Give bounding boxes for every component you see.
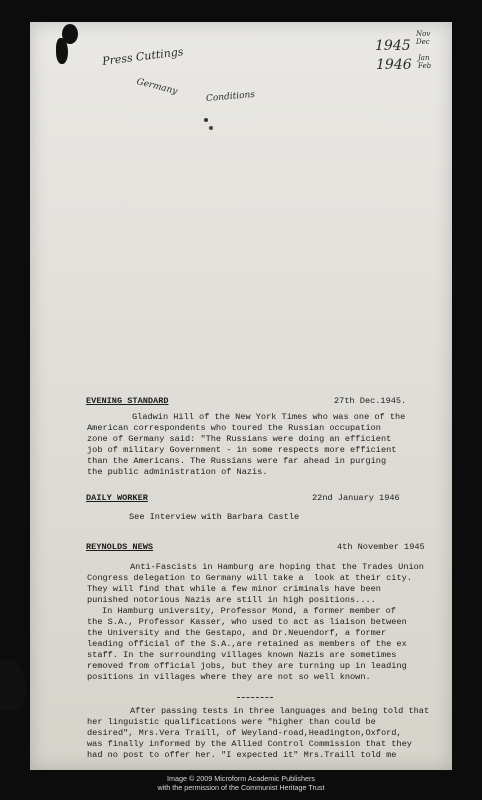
handwritten-year: 1945 xyxy=(375,38,411,54)
article-line: the S.A., Professor Kasser, who used to act as liaison between xyxy=(87,617,407,627)
handwritten-months: Nov Dec xyxy=(416,30,431,46)
article-line: See Interview with Barbara Castle xyxy=(129,512,300,522)
article-line: her linguistic qualifications were "higher than could be xyxy=(87,717,376,727)
ink-blot xyxy=(56,38,68,64)
article-line: zone of Germany said: "The Russians were doing an efficient xyxy=(87,434,392,444)
article-line: job of military Government - in some respects more efficient xyxy=(87,445,397,455)
article-line: was finally informed by the Allied Control Commission that they xyxy=(87,739,412,749)
article-source: REYNOLDS NEWS xyxy=(86,542,154,552)
handwritten-months: Jan Feb xyxy=(418,54,432,70)
copyright-line: Image © 2009 Microform Academic Publishers xyxy=(167,774,315,783)
article-line: positions in villages where they are not so well known. xyxy=(87,672,371,682)
article-line: American correspondents who toured the Russian occupation xyxy=(87,423,381,433)
article-line: than the Americans. The Russians were far ahead in purging xyxy=(87,456,387,466)
article-date: 4th November 1945 xyxy=(337,542,425,552)
article-line: had no post to offer her. "I expected it" Mrs.Traill told me xyxy=(87,750,397,760)
article-source: EVENING STANDARD xyxy=(86,396,169,406)
article-line: Gladwin Hill of the New York Times who was one of the xyxy=(132,412,406,422)
section-divider xyxy=(237,697,273,698)
article-line: After passing tests in three languages and being told that xyxy=(130,706,430,716)
article-line: They will find that while a few minor criminals have been xyxy=(87,584,381,594)
copyright-line: with the permission of the Communist Heritage Trust xyxy=(157,783,325,792)
article-source: DAILY WORKER xyxy=(86,493,148,503)
article-line: leading official of the S.A.,are retained as members of the ex xyxy=(87,639,407,649)
handwritten-year: 1946 xyxy=(376,57,412,73)
article-date: 22nd January 1946 xyxy=(312,493,400,503)
article-line: Congress delegation to Germany will take a look at their city. xyxy=(87,573,412,583)
article-date: 27th Dec.1945. xyxy=(334,396,407,406)
handwritten-note: Conditions xyxy=(205,89,256,105)
article-line: In Hamburg university, Professor Mond, a former member of xyxy=(102,606,396,616)
copyright-footer xyxy=(0,769,482,800)
article-line: the public administration of Nazis. xyxy=(87,467,268,477)
scan-edge-shadow xyxy=(0,660,26,710)
article-line: desired", Mrs.Vera Traill, of Weyland-road,Headington,Oxford, xyxy=(87,728,402,738)
handwritten-note: Germany xyxy=(135,77,179,97)
ink-marks xyxy=(204,118,208,122)
handwritten-heading: Press Cuttings xyxy=(101,45,185,68)
article-line: removed from official jobs, but they are turning up in leading xyxy=(87,661,407,671)
article-line: the University and the Gestapo, and Dr.Neuendorf, a former xyxy=(87,628,387,638)
article-line: Anti-Fascists in Hamburg are hoping that the Trades Union xyxy=(130,562,424,572)
article-line: punished notorious Nazis are still in high positions.... xyxy=(87,595,376,605)
article-line: staff. In the surrounding villages known Nazis are sometimes xyxy=(87,650,397,660)
document-page xyxy=(30,22,452,770)
